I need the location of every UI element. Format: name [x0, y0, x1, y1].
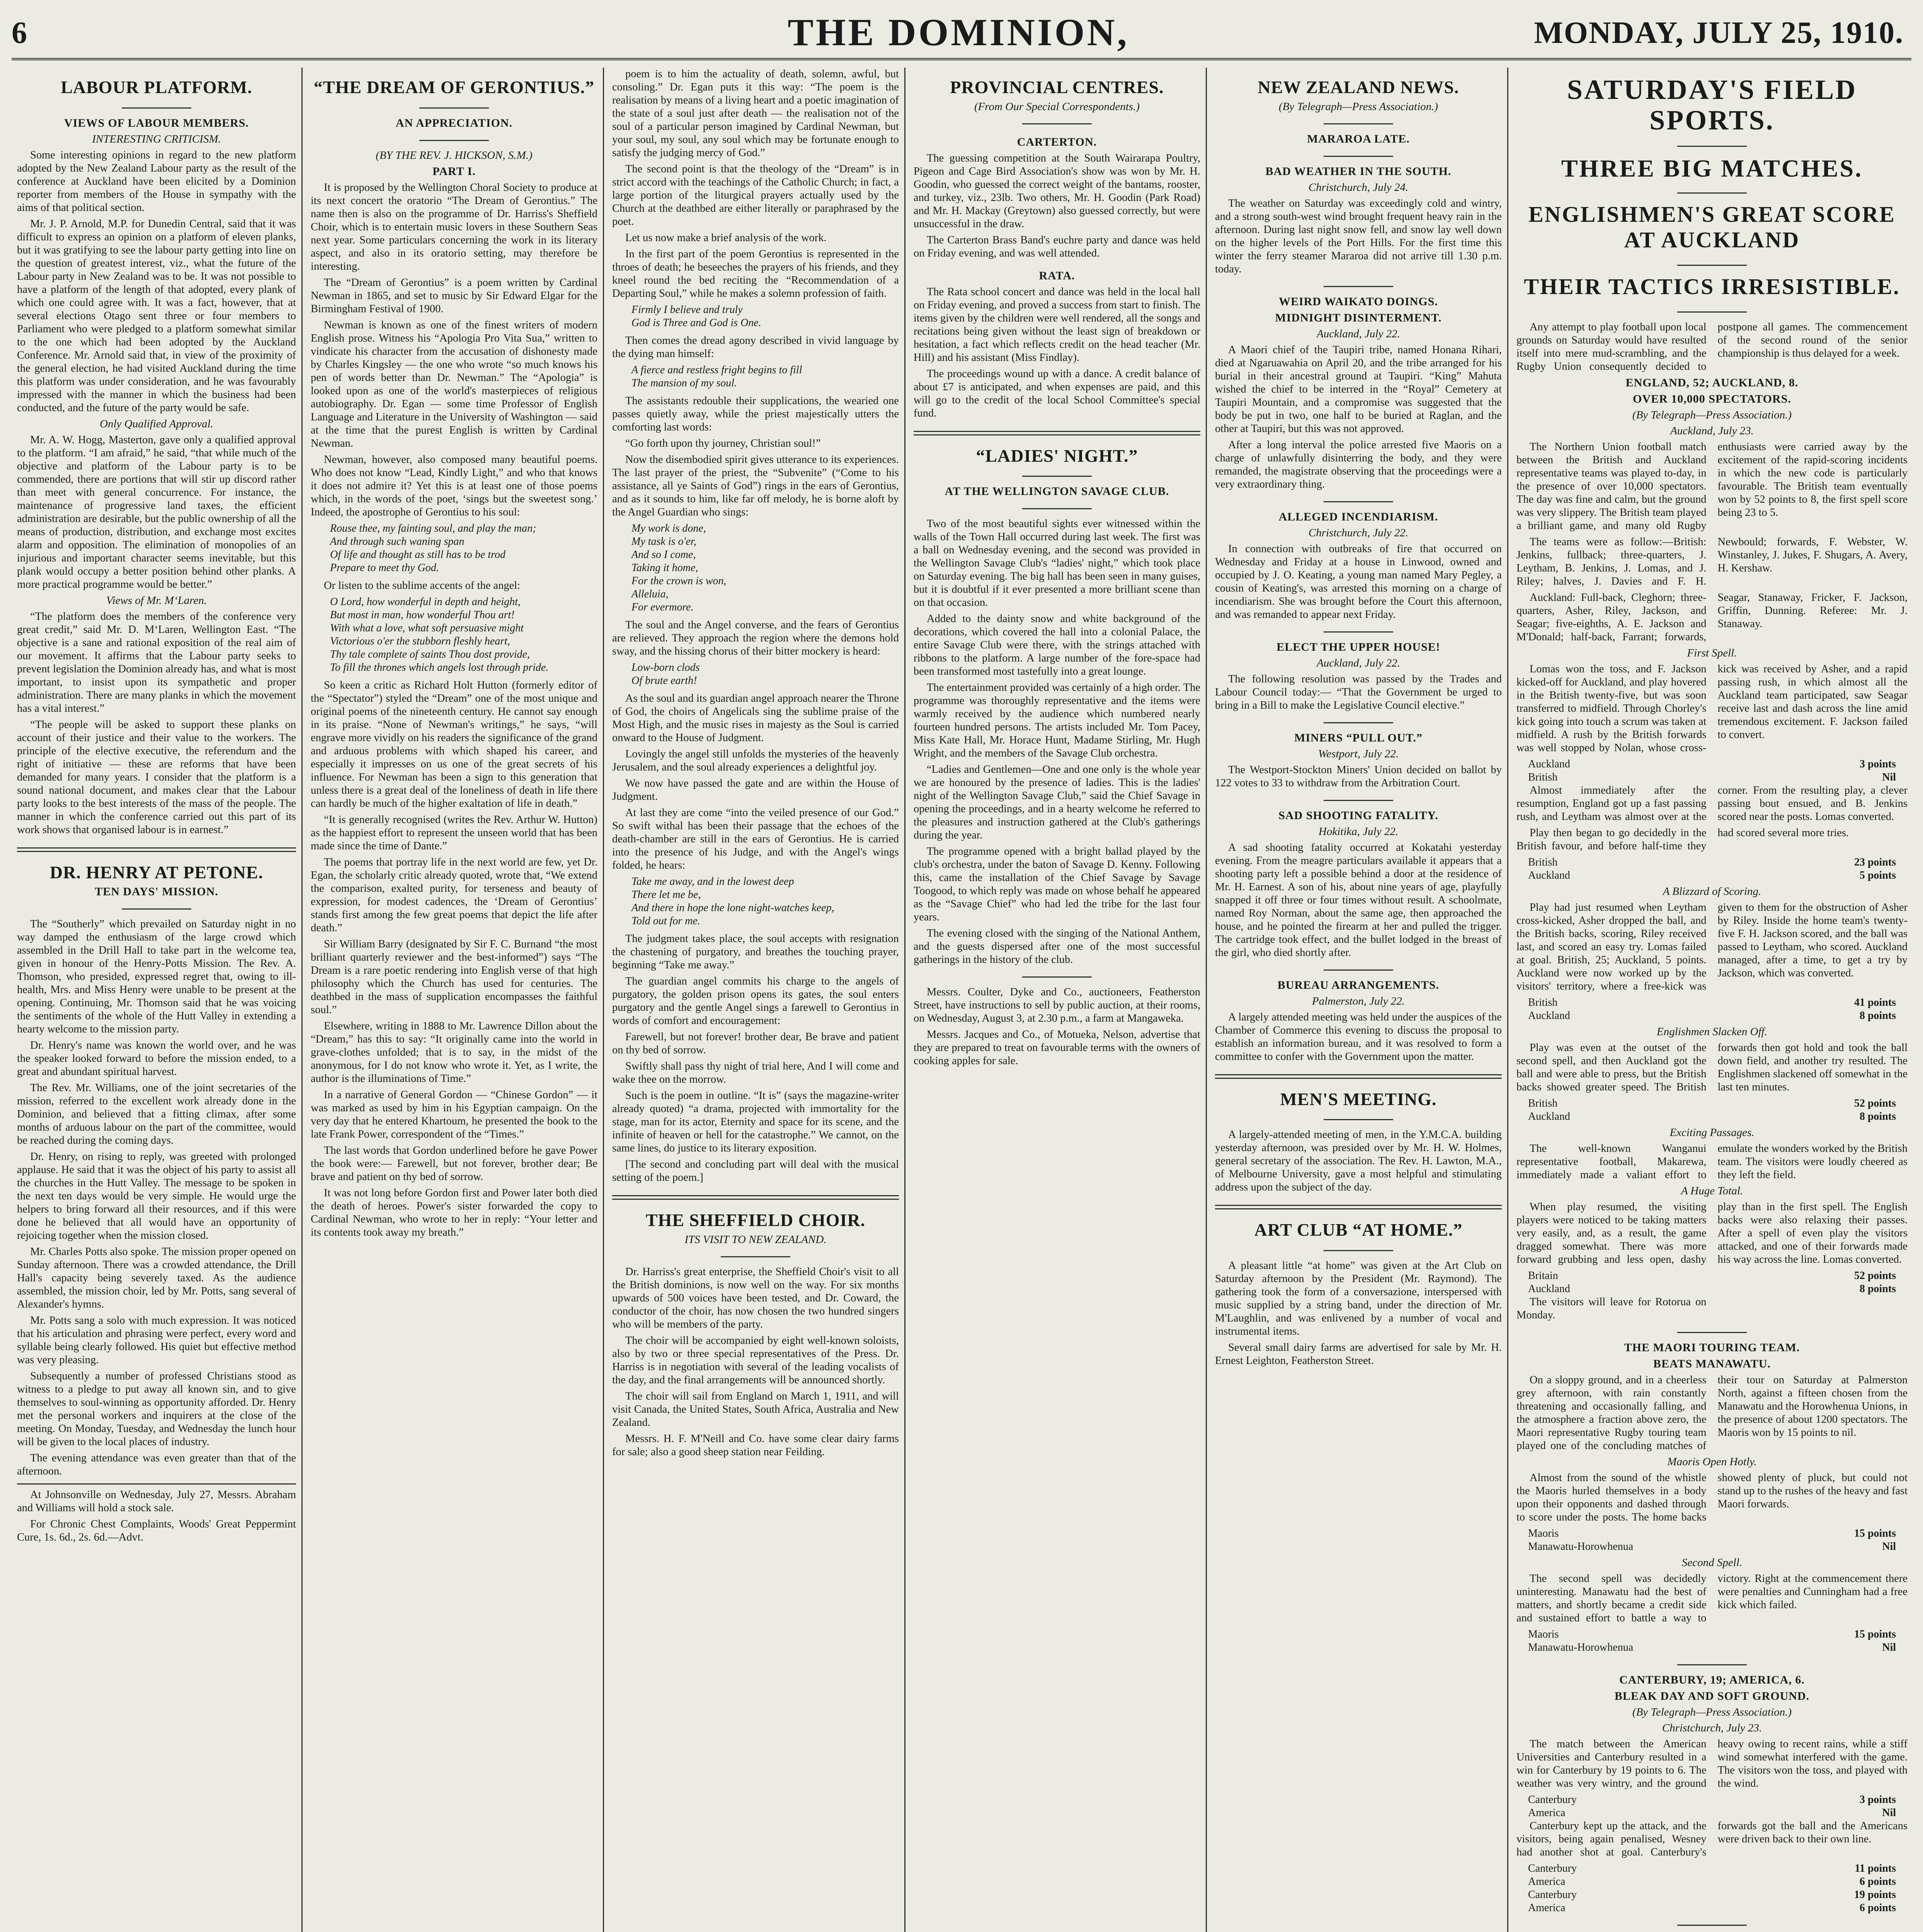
- divider: [914, 431, 1200, 435]
- score-line: Canterbury 11 points: [1528, 1862, 1896, 1874]
- paragraph: A sad shooting fatality occurred at Kokatahi yesterday evening. From the meagre particulars available it appears that a shooting party left a possible behind a door at the residence of Mr. H. Earnest. A son of his, about nine years of age, playfully snapped it off three or four times without result. A schoolmate, named Roy Norman, about the same age, then approached the house, and he pointed the firearm at her and pulled the trigger. The cartridge took effect, and the bullet lodged in the breast of the girl, who died shortly after.: [1215, 841, 1502, 959]
- paragraph: We now have passed the gate and are within the House of Judgment.: [612, 777, 899, 803]
- paragraph: “Ladies and Gentlemen—One and one only is the whole year we are honoured by the presence of ladies. This is the ladies' night of the Wellington Savage Club,” said the Chief Savage in opening the proceedings, and in a hearty welcome he referred to the pleasures and instruction gathered at the Club's gatherings during the year.: [914, 764, 1200, 842]
- section-heading: A Huge Total.: [1681, 1184, 1743, 1197]
- score-line: British 41 points: [1528, 996, 1896, 1009]
- paragraph: poem is to him the actuality of death, solemn, awful, but consoling.” Dr. Egan puts it this way: “The poem is the realisation by means of a living heart and a poetic imagination of the state of a soul just after death — the realisation not of the soul of a particular person imagined by Cardinal Newman, but your soul, my soul, any soul which may be fortunate enough to satisfy the judging mercy of God.”: [612, 68, 899, 159]
- paragraph: So keen a critic as Richard Holt Hutton (formerly editor of the “Spectator”) styled the “Dream” one of the most unique and original poems of the nineteenth century. He cannot say enough in its praise. “None of Newman's writings,” he says, “will engrave more vividly on his readers the significance of the grand and arduous problems with which shaped his career, and especially it impresses on us one of the great secrets of his influence. For Newman has been a sign to this generation that unless there is a great deal of the loneliness of death in life there can hardly be much of the higher exaltation of life in death.”: [311, 679, 597, 810]
- news-heading: BAD WEATHER IN THE SOUTH.: [1265, 165, 1452, 178]
- news-heading: SAD SHOOTING FATALITY.: [1278, 809, 1438, 822]
- dateline: Christchurch, July 24.: [1308, 181, 1409, 194]
- paragraph: Almost from the sound of the whistle the Maoris hurled themselves in a body upon their opponents and dashed through to score under the posts. The home backs showed plenty of pluck, but could not stand up to the rushes of the heavy and fast Maori forwards.: [1516, 1471, 1908, 1523]
- paragraph: Dr. Henry's name was known the world over, and he was the speaker looked forward to before the mission ended, to a great and abundant spiritual harvest.: [17, 1039, 296, 1078]
- paragraph: Then comes the dread agony described in vivid language by the dying man himself:: [612, 335, 899, 360]
- divider: [311, 136, 597, 143]
- column-5: [1210, 68, 1507, 1932]
- news-heading: MARAROA LATE.: [1307, 132, 1410, 145]
- paragraph: The “Southerly” which prevailed on Saturday night in no way damped the enthusiasm of the large crowd which assembled in the Drill Hall to take part in the welcome tea, given in honour of the Henry-Potts Mission. The Rev. A. Thomson, who presided, expressed regret that, owing to ill-health, Mrs. and Miss Henry were unable to be present at the opening. Continuing, Mr. Thomson said that he was voicing the sentiments of the whole of the Hutt Valley in extending a hearty welcome to the mission party.: [17, 918, 296, 1036]
- dateline: Christchurch, July 22.: [1308, 526, 1409, 539]
- column-6-sports: [1511, 68, 1913, 1932]
- paragraph: It was not long before Gordon first and Power later both died the death of heroes. Power's sister forwarded the copy to Cardinal Newman, who wrote to her in reply: “Your letter and its contents took away my breath.”: [311, 1187, 597, 1238]
- paragraph: Sir William Barry (designated by Sir F. C. Burnand “the most brilliant quarterly reviewer and the best-informed”) says “The Dream is a rare poetic rendering into English verse of that high philosophy which the Church has used for centuries. The deathbed in the mass of supplication encompasses the faithful soul.”: [311, 938, 597, 1016]
- dateline: Christchurch, July 23.: [1662, 1721, 1762, 1734]
- article-headline: MEN'S MEETING.: [1280, 1089, 1437, 1109]
- paragraph: Canterbury kept up the attack, and the visitors, being again penalised, Wesney had another shot at goal. Canterbury's forwards got the ball and the Americans were driven back to their own line.: [1516, 1820, 1908, 1858]
- section-heading: Englishmen Slacken Off.: [1657, 1025, 1767, 1038]
- divider: [914, 472, 1200, 479]
- score-line: Manawatu-Horowhenua Nil: [1528, 1641, 1896, 1653]
- score-line: Maoris 15 points: [1528, 1527, 1896, 1539]
- column-rule: [1507, 68, 1508, 1932]
- paragraph: Lovingly the angel still unfolds the mysteries of the heavenly Jerusalem, and the soul already experiences a delightful joy.: [612, 748, 899, 773]
- section-heading: Views of Mr. M‘Laren.: [106, 594, 207, 607]
- paragraph: Two of the most beautiful sights ever witnessed within the walls of the Town Hall occurred during last week. The first was a ball on Wednesday evening, and the second was provided in the Wellington Savage Club's “ladies' night,” which took place on Saturday evening. The big hall has been seen in many guises, but it is doubtful if it ever presented a more brilliant scene than on that occasion.: [914, 518, 1200, 609]
- paragraph: The programme opened with a bright ballad played by the club's orchestra, under the baton of Savage D. Kenny. Following this, came the installation of the Chief Savage by Savage Toogood, to which reply was made on whose behalf he appeared as the “Savage Chief” who had led the tribe for the last four years.: [914, 845, 1200, 923]
- divider: [1215, 796, 1502, 803]
- section-heading: A Blizzard of Scoring.: [1663, 885, 1761, 898]
- article-subheading: AN APPRECIATION.: [395, 116, 513, 129]
- paragraph: The well-known Wanganui representative football, Makarewa, immediately made a valiant effort to emulate the wonders worked by the British team. The visitors were loudly cheered as they left the field.: [1516, 1142, 1908, 1181]
- divider: [1215, 1074, 1502, 1079]
- paragraph: The guessing competition at the South Wairarapa Poultry, Pigeon and Cage Bird Association's show was won by Mr. H. Goodin, who guessed the correct weight of the bantams, rooster, and turkey, viz., 23lb. Two others, Mr. H. Goodin (Park Road) and Mr. H. Mackay (Greytown) also guessed correctly, but were unsuccessful in the draw.: [914, 152, 1200, 230]
- paragraph: The assistants redouble their supplications, the wearied one passes quietly away, while the priest majestically utters the comforting last words:: [612, 395, 899, 433]
- dateline: Palmerston, July 22.: [1312, 995, 1405, 1007]
- divider: [612, 1195, 899, 1200]
- column-4: [908, 68, 1206, 1932]
- score-line: British 52 points: [1528, 1097, 1896, 1109]
- divider: [1215, 1115, 1502, 1122]
- divider: [1516, 1921, 1908, 1928]
- divider: [1516, 142, 1908, 149]
- score-line: Canterbury 19 points: [1528, 1888, 1896, 1901]
- news-subheading: MIDNIGHT DISINTERMENT.: [1275, 311, 1442, 324]
- column-1: [12, 68, 301, 1932]
- paragraph: Almost immediately after the resumption, England got up a fast passing rush, and Leytham was almost over at the corner. From the resulting play, a clever passing bout ensued, and B. Jenkins scored near the posts. Lomas converted.: [1516, 784, 1908, 823]
- column-rule: [1206, 68, 1207, 1932]
- divider: [914, 504, 1200, 511]
- score-line: Canterbury 3 points: [1528, 1793, 1896, 1806]
- paragraph: The evening closed with the singing of the National Anthem, and the guests dispersed after one of the most successful gatherings in the history of the club.: [914, 927, 1200, 966]
- paragraph: Dr. Harriss's great enterprise, the Sheffield Choir's visit to all the British dominions, is now well on the way. For six months upwards of 500 voices have been tested, and Dr. Coward, the conductor of the choir, has now chosen the two hundred singers who will be members of the party.: [612, 1265, 899, 1330]
- paragraph: Let us now make a brief analysis of the work.: [625, 232, 827, 244]
- score-line: America 6 points: [1528, 1875, 1896, 1888]
- score-line: British Nil: [1528, 771, 1896, 783]
- verse: Rouse thee, my fainting soul, and play the man; And through such waning span Of life and thought as still has to be trod Prepare to meet thy God.: [330, 522, 536, 574]
- paragraph: After a long interval the police arrested five Maoris on a charge of unlawfully disinterring the body, and they were remanded, the magistrate observing that the proceedings were a very extraordinary thing.: [1215, 439, 1502, 490]
- article-headline: “THE DREAM OF GERONTIUS.”: [313, 77, 595, 97]
- paragraph: A pleasant little “at home” was given at the Art Club on Saturday afternoon by the President (Mr. Raymond). The gathering took the form of a conversazione, interspersed with music supplied by a string band, under the direction of Mr. M'Laughlin, and was enlivened by a number of vocal and instrumental items.: [1215, 1259, 1502, 1337]
- paragraph: “The people will be asked to support these planks on account of their justice and their value to the workers. The principle of the elective executive, the referendum and the right of initiative — these are reforms that have been demanded for many years. I consider that the platform is a sound national document, and makes clear that the Labour party looks to the best interests of the mass of the people. The manner in which the conference carried out this part of its work shows that organised labour is in earnest.”: [17, 718, 296, 836]
- article-subheading: INTERESTING CRITICISM.: [92, 133, 221, 145]
- paragraph: Play was even at the outset of the second spell, and then Auckland got the ball and were able to press, but the British backs showed greater speed. The British forwards then got hold and took the ball down field, and another try resulted. The Englishmen slackened off somewhat in the last ten minutes.: [1516, 1041, 1908, 1093]
- divider: [1215, 1246, 1502, 1253]
- paragraph: At last they are come “into the veiled presence of our God.” So swift withal has been their passage that the echoes of the death-chamber are still in the ears of Gerontius. He is carried into the presence of his Judge, and with the Angel's wings folded, he hears:: [612, 807, 899, 871]
- newspaper-name: THE DOMINION,: [788, 11, 1129, 54]
- score-line: Auckland 8 points: [1528, 1282, 1896, 1295]
- paragraph: The Westport-Stockton Miners' Union decided on ballot by 122 votes to 33 to withdraw from the Arbitration Court.: [1215, 764, 1502, 789]
- article-subheading: AT THE WELLINGTON SAVAGE CLUB.: [944, 485, 1169, 498]
- paragraph: Messrs. Coulter, Dyke and Co., auctioneers, Featherston Street, have instructions to sell by public auction, at their rooms, on Wednesday, August 3, at 2.30 p.m., a farm at Mangaweka.: [914, 986, 1200, 1025]
- divider: [1215, 628, 1502, 634]
- paragraph: Mr. J. P. Arnold, M.P. for Dunedin Central, said that it was difficult to express an opinion on a platform of eleven planks, but it was gratifying to see the labour party getting into line on the question of greatest interest, viz., what the future of the Labour party in New Zealand was to be. It was not possible to have a platform of the length of that adopted, every plank of which one could agree with. It was a fact, however, that at several elections Otago sent three or four members to Parliament who were pledged to a platform somewhat similar to the one which had been adopted by the Auckland Conference. Mr. Arnold said that, in view of the proximity of the general election, he had visited Auckland during the time this platform was under consideration, and he was favourably impressed with the manner in which the business had been conducted, and the future of the party would be safe.: [17, 218, 296, 414]
- divider: [1215, 966, 1502, 973]
- news-heading: BUREAU ARRANGEMENTS.: [1277, 978, 1440, 992]
- paragraph: The poems that portray life in the next world are few, yet Dr. Egan, the scholarly critic already quoted, wrote that, “We extend the comparison, exalted purity, for terseness and beauty of expression, for modest cadences, the ‘Dream of Gerontius’ stands first among the few great poems that depict the life after death.”: [311, 856, 597, 934]
- score-line: Britain 52 points: [1528, 1269, 1896, 1282]
- divider: [914, 973, 1200, 980]
- dateline: Auckland, July 22.: [1317, 327, 1400, 340]
- match-heading: CANTERBURY, 19; AMERICA, 6.: [1619, 1673, 1805, 1686]
- paragraph: Play had just resumed when Leytham cross-kicked, Asher dropped the ball, and the British backs, scoring, Riley received last, and scored an easy try. Lomas failed at goal. British, 25; Auckland, 5 points. Auckland were now worked up by the visitors' territory, where a free-kick was given to them for the obstruction of Asher by Riley. Inside the home team's twenty-five F. H. Jackson scored, and the ball was passed to Leytham, who scored. Auckland managed, after a time, to get a try by Jackson, which was converted.: [1516, 901, 1908, 992]
- paragraph: On a sloppy ground, and in a cheerless grey afternoon, with rain constantly threatening and occasionally falling, and the atmosphere a fraction above zero, the Maori representative Rugby touring team played one of the concluding matches of their tour on Saturday at Palmerston North, against a fifteen chosen from the Manawatu and the Horowhenua Unions, in the presence of about 1200 spectators. The Maoris won by 15 points to nil.: [1516, 1374, 1908, 1452]
- paragraph: Messrs. Jacques and Co., of Motueka, Nelson, advertise that they are prepared to treat on favourable terms with the owners of cooking apples for sale.: [914, 1029, 1200, 1067]
- divider: [1215, 119, 1502, 126]
- article-headline: “LADIES' NIGHT.”: [976, 446, 1138, 466]
- paragraph: Any attempt to play football upon local grounds on Saturday would have resulted itself into mere mud-scrambling, and the Rugby Union consequently decided to postpone all games. The commencement of the second round of the senior championship is thus delayed for a week.: [1516, 321, 1908, 372]
- score-line: Auckland 8 points: [1528, 1110, 1896, 1122]
- verse: A fierce and restless fright begins to fill The mansion of my soul.: [631, 364, 802, 389]
- paragraph: The second point is that the theology of the “Dream” is in strict accord with the teachings of the Catholic Church; in fact, a large portion of the liturgical prayers actually used by the Church at the deathbed are either literally or paraphrased by the poet.: [612, 163, 899, 228]
- article-headline: DR. HENRY AT PETONE.: [49, 862, 264, 882]
- match-subheading: OVER 10,000 SPECTATORS.: [1633, 392, 1791, 405]
- match-subheading: BLEAK DAY AND SOFT GROUND.: [1614, 1689, 1810, 1702]
- column-2: [305, 68, 603, 1932]
- credit: (By Telegraph—Press Association.): [1632, 1706, 1792, 1718]
- paragraph: Mr. Charles Potts also spoke. The mission proper opened on Sunday afternoon. There was a crowded attendance, the Drill Hall's capacity being severely taxed. As the audience assembled, the mission choir, led by Mr. Potts, sang several of Alexander's hymns.: [17, 1246, 296, 1311]
- score-line: Maoris 15 points: [1528, 1628, 1896, 1640]
- part-heading: PART I.: [432, 165, 476, 178]
- paragraph: The Northern Union football match between the British and Auckland representative teams was played to-day, in the presence of over 10,000 spectators. The day was fine and calm, but the ground was very slippery. The British team played a brilliant game, and many old Rugby enthusiasts were carried away by the excitement of the rapid-scoring incidents in which the new code is particularly favourable. The British team eventually won by 52 points to 8, the first spell score being 23 to 5.: [1516, 440, 1908, 532]
- section-headline: ENGLISHMEN'S GREAT SCORE AT AUCKLAND: [1528, 201, 1896, 253]
- article-headline: PROVINCIAL CENTRES.: [950, 77, 1164, 97]
- paragraph: Newman, however, also composed many beautiful poems. Who does not know “Lead, Kindly Light,” and who that knows it does not admire it? Yet this is at least one of those poems which, in the words of the poet, ‘sings but the sweetest song.’ Indeed, the apostrophe of Gerontius to his soul:: [311, 453, 597, 518]
- divider: [1215, 1205, 1502, 1209]
- article-headline: NEW ZEALAND NEWS.: [1258, 77, 1459, 97]
- section-heading: Maoris Open Hotly.: [1667, 1455, 1757, 1468]
- notice: At Johnsonville on Wednesday, July 27, Messrs. Abraham and Williams will hold a stock sale.: [17, 1489, 296, 1514]
- notice: For Chronic Chest Complaints, Woods' Great Peppermint Cure, 1s. 6d., 2s. 6d.—Advt.: [17, 1518, 296, 1544]
- section-heading: Exciting Passages.: [1669, 1126, 1755, 1139]
- paragraph: The Carterton Brass Band's euchre party and dance was held on Friday evening, and was well attended.: [914, 234, 1200, 259]
- paragraph: Several small dairy farms are advertised for sale by Mr. H. Ernest Leighton, Featherston Street.: [1215, 1341, 1502, 1367]
- article-headline: ART CLUB “AT HOME.”: [1254, 1220, 1463, 1240]
- verse: Firmly I believe and truly God is Three and God is One.: [631, 304, 761, 329]
- article-subheading: (From Our Special Correspondents.): [974, 100, 1140, 113]
- paragraph: The soul and the Angel converse, and the fears of Gerontius are relieved. They approach the region where the demons hold sway, and the hissing chorus of their bitter mockery is heard:: [612, 619, 899, 657]
- divider: [17, 905, 296, 912]
- paragraph: Such is the poem in outline. “It is” (says the magazine-writer already quoted) “a drama, projected with immortality for the stage, man for its actor, Eternity and space for its scene, and the infinite of heaven or hell for the catastrophe.” We cannot, on the same lines, do justice to its literary exposition.: [612, 1090, 899, 1154]
- section-headline: THREE BIG MATCHES.: [1561, 155, 1863, 182]
- paragraph: The weather on Saturday was exceedingly cold and wintry, and a strong south-west wind brought frequent heavy rain in the afternoon. During last night snow fell, and snow lay well down on the higher levels of the Port Hills. For the first time this winter the ferry steamer Mararoa did not arrive till 1.30 p.m. today.: [1215, 197, 1502, 275]
- divider: [1516, 308, 1908, 315]
- divider: [1215, 282, 1502, 289]
- divider: [1516, 261, 1908, 268]
- paragraph: When play resumed, the visiting players were noticed to be taking matters very easily, and, as a result, the game dragged somewhat. There was more forward grubbing and less open, dashy play than in the first spell. The English backs were also relaxing their passes. After a spell of even play the visitors attacked, and one of their forwards made his way across the line. Lomas converted.: [1516, 1201, 1908, 1265]
- paragraph: [The second and concluding part will deal with the musical setting of the poem.]: [612, 1158, 899, 1184]
- score-line: Auckland 3 points: [1528, 758, 1896, 770]
- match-subheading: BEATS MANAWATU.: [1653, 1357, 1771, 1370]
- paragraph: “The platform does the members of the conference very great credit,” said Mr. D. M‘Laren, Wellington East. “The objective is a sane and rational exposition of the real aim of our movement. It affirms that the Labour party seeks to prevent legislation the Dominion already has, and what is most important, to insist upon its sympathetic and proper administration. There are many planks in which the movement has a vital interest.”: [17, 610, 296, 714]
- score-line: America Nil: [1528, 1806, 1896, 1819]
- paragraph: Now the disembodied spirit gives utterance to its experiences. The last prayer of the priest, the “Subvenite” (“Come to his assistance, all ye Saints of God”) rings in the ears of Gerontius, and as it sounds to him, like far off melody, he is borne aloft by the Angel Guardian who sings:: [612, 454, 899, 518]
- paragraph: The visitors will leave for Rotorua on Monday.: [1516, 1296, 1707, 1321]
- news-heading: ELECT THE UPPER HOUSE!: [1276, 640, 1440, 653]
- divider: [311, 104, 597, 111]
- paragraph: The entertainment provided was certainly of a high order. The programme was thoroughly representative and the items were warmly received by the audience which numbered nearly fourteen hundred persons. The artists included Mr. Tom Pacey, Miss Kate Hall, Mr. Horace Hunt, Madame Stirling, Mr. Hugh Wright, and the members of the Savage Club orchestra.: [914, 682, 1200, 760]
- article-subheading: (By Telegraph—Press Association.): [1278, 100, 1438, 113]
- dateline: Westport, July 22.: [1318, 747, 1399, 760]
- paragraph: The match between the American Universities and Canterbury resulted in a win for Canterbury by 19 points to 6. The weather was very wintry, and the ground heavy owing to recent rains, while a stiff wind somewhat interfered with the game. The visitors won the toss, and played with the wind.: [1516, 1738, 1908, 1789]
- paragraph: The “Dream of Gerontius” is a poem written by Cardinal Newman in 1865, and set to music by Sir Edward Elgar for the Birmingham Festival of 1900.: [311, 276, 597, 315]
- paragraph: A largely attended meeting was held under the auspices of the Chamber of Commerce this evening to discuss the proposal to establish an information bureau, and it was resolved to form a committee to confer with the Government upon the matter.: [1215, 1011, 1502, 1063]
- paragraph: Auckland: Full-back, Cleghorn; three-quarters, Asher, Riley, Jackson, and Seagar; five-eighths, A. E. Jackson and M'Donald; half-back, Farrant; forwards, Seagar, Stanaway, Fricker, F. Jackson, Griffin, Dunning. Referee: Mr. J. Stanaway.: [1516, 591, 1908, 643]
- match-heading: ENGLAND, 52; AUCKLAND, 8.: [1625, 376, 1799, 389]
- paragraph: The Rata school concert and dance was held in the local hall on Friday evening, and proved a success from start to finish. The items given by the children were well rendered, all the songs and recitations being given without the least sign of breakdown or hesitation, a fact which reflects credit on the head teacher (Mr. Hill) and his assistant (Miss Findlay).: [914, 286, 1200, 364]
- score-line: Manawatu-Horowhenua Nil: [1528, 1540, 1896, 1553]
- score-line: Auckland 5 points: [1528, 869, 1896, 881]
- byline: (BY THE REV. J. HICKSON, S.M.): [376, 149, 533, 162]
- paragraph: Dr. Henry, on rising to reply, was greeted with prolonged applause. He said that it was the object of his party to assist all the churches in the Hutt Valley. The message to be spoken in the next ten days would be very simple. He would urge the helpers to bring forward all their resources, and if this were done he believed that all would have an opportunity of rejoicing together when the mission closed.: [17, 1151, 296, 1242]
- credit: (By Telegraph—Press Association.): [1632, 408, 1792, 421]
- paragraph: It is proposed by the Wellington Choral Society to produce at its next concert the oratorio “The Dream of Gerontius.” The name then is also on the programme of Dr. Harriss's Sheffield Choir, which is to entertain music lovers in these Southern Seas next year. Some particulars concerning the work in its literary aspect, and also in its oratorio setting, may therefore be interesting.: [311, 181, 597, 272]
- paragraph: Swiftly shall pass thy night of trial here, And I will come and wake thee on the morrow.: [612, 1060, 899, 1085]
- paragraph: The Rev. Mr. Williams, one of the joint secretaries of the mission, referred to the excellent work already done in the Dominion, and believed that a fitting climax, after some months of arduous labour on the part of the committee, would be reached during the coming days.: [17, 1082, 296, 1147]
- verse: Low-born clods Of brute earth!: [631, 662, 700, 687]
- paragraph: Added to the dainty snow and white background of the decorations, which covered the hall into a colonial Palace, the entire Savage Club were there, with the strings attached with ribbons to the platform. A large number of the fore-space had been transformed most tastefully into a great lounge.: [914, 613, 1200, 678]
- paragraph: Subsequently a number of professed Christians stood as witness to a pledge to put away all known sin, and to give themselves to soul-winning as opportunity afforded. Dr. Henry met the personal workers and inquirers at the close of the meeting. On Monday, Tuesday, and Wednesday the lunch hour will be given to the local places of industry.: [17, 1370, 296, 1448]
- divider: [1516, 1660, 1908, 1667]
- paragraph: As the soul and its guardian angel approach nearer the Throne of God, the choirs of Angelicals sing the sublime praise of the Most High, and the music rises in majesty as the Soul is carried onward to the House of Judgment.: [612, 692, 899, 744]
- paragraph: The following resolution was passed by the Trades and Labour Council today:— “That the Government be urged to bring in a Bill to make the Legislative Council elective.”: [1215, 673, 1502, 711]
- score-line: America 6 points: [1528, 1901, 1896, 1914]
- column-3: [607, 68, 904, 1932]
- divider: [1215, 152, 1502, 159]
- dateline: Auckland, July 23.: [1670, 424, 1754, 437]
- paragraph: A Maori chief of the Taupiri tribe, named Honana Rihari, died at Ngaruawahia on April 20, and the tribe arranged for his burial in their ancestral ground at Taupiri. “King” Mahuta wished the chief to be interred in the “Royal” Cemetery at Taupiri Mountain, and a compromise was suggested that the body be put in two, one half to be buried at Raglan, and the other at Taupiri, but this was not approved.: [1215, 344, 1502, 435]
- column-rule: [904, 68, 905, 1932]
- dateline: Auckland, July 22.: [1317, 656, 1400, 669]
- paragraph: “Go forth upon thy journey, Christian soul!”: [625, 437, 821, 449]
- column-rule: [301, 68, 303, 1932]
- paragraph: Farewell, but not forever! brother dear, Be brave and patient on thy bed of sorrow.: [612, 1031, 899, 1056]
- section-heading: Second Spell.: [1681, 1556, 1743, 1569]
- article-headline: THE SHEFFIELD CHOIR.: [645, 1210, 866, 1230]
- score-line: British 23 points: [1528, 856, 1896, 868]
- paragraph: Lomas won the toss, and F. Jackson kicked-off for Auckland, and play hovered in the British twenty-five, but was soon transferred to midfield. Through Chorley's kick going into touch a scrum was taken at midfield. A rush by the British forwards was well stopped by Nolan, whose cross-kick was received by Asher, and a rapid passing rush, in which almost all the Auckland team participated, saw Seagar receive last and dash across the line amid tremendous excitement. F. Jackson failed to convert.: [1516, 663, 1908, 754]
- verse: My work is done, My task is o'er, And so I come, Taking it home, For the crown is won, Alleluia, For evermore.: [631, 522, 727, 613]
- paragraph: Elsewhere, writing in 1888 to Mr. Lawrence Dillon about the “Dream,” has this to say: “It originally came into the world in grave-clothes unfolded; that is to say, in the midst of the anonymous, for I do not know who wrote it. Yet, as I write, the author is the illuminations of Time.”: [311, 1020, 597, 1085]
- article-subheading: VIEWS OF LABOUR MEMBERS.: [64, 116, 249, 129]
- paragraph: In connection with outbreaks of fire that occurred on Wednesday and Friday at a house in Linwood, owned and occupied by J. O. Keating, a young man named Mary Pegley, a cousin of Keating's, was arrested this morning on a charge of incendiarism. She was brought before the Court this afternoon, and was remanded to appear next Friday.: [1215, 543, 1502, 621]
- dateline: Hokitika, July 22.: [1318, 825, 1399, 838]
- masthead: [12, 8, 1911, 60]
- paragraph: Or listen to the sublime accents of the angel:: [324, 579, 521, 592]
- paragraph: The last words that Gordon underlined before he gave Power the book were:— Farewell, but not forever, brother dear; Be brave and patient on thy bed of sorrow.: [311, 1144, 597, 1183]
- paragraph: A largely-attended meeting of men, in the Y.M.C.A. building yesterday afternoon, was presided over by Mr. H. W. Holmes, general secretary of the association. The Rev. H. Lawton, M.A., of Melbourne University, gave a most helpful and stimulating address upon the subject of the day.: [1215, 1129, 1502, 1194]
- paragraph: In a narrative of General Gordon — “Chinese Gordon” — it was marked as used by him in his Egyptian campaign. On the very day that he entered Khartoum, he presented the book to the late Frank Power, correspondent of the “Times.”: [311, 1088, 597, 1140]
- paragraph: The choir will be accompanied by eight well-known soloists, also by two or three special representatives of the Press. Dr. Harriss is in negotiation with several of the leading vocalists of the day, and the final arrangements will be announced shortly.: [612, 1334, 899, 1386]
- paragraph: The judgment takes place, the soul accepts with resignation the chastening of purgatory, and breathes the touching prayer, beginning “Take me away.”: [612, 933, 899, 971]
- article-subheading: ITS VISIT TO NEW ZEALAND.: [684, 1233, 827, 1246]
- column-rule: [603, 68, 604, 1932]
- divider: [1516, 189, 1908, 196]
- verse: O Lord, how wonderful in depth and height, But most in man, how wonderful Thou art! With what a love, what soft persuasive might Victorious o'er the stubborn fleshly heart, Thy tale complete of saints Thou dost provide, To fill the thrones which angels lost through pride.: [330, 595, 549, 673]
- divider: [1215, 497, 1502, 504]
- divider: [17, 104, 296, 111]
- notices: [17, 1483, 296, 1544]
- paragraph: The choir will sail from England on March 1, 1911, and will visit Canada, the United States, South Africa, Australia and New Zealand.: [612, 1390, 899, 1429]
- paragraph: The teams were as follow:—British: Jenkins, fullback; three-quarters, J. Leytham, B. Jenkins, J. Lomas, and J. Riley; halves, J. Davies and F. H. Newbould; forwards, F. Webster, W. Winstanley, J. Jukes, F. Shugars, A. Avery, H. Kershaw.: [1516, 536, 1908, 587]
- divider: [1215, 718, 1502, 725]
- place-heading: CARTERTON.: [1017, 135, 1097, 148]
- news-heading: ALLEGED INCENDIARISM.: [1278, 510, 1438, 523]
- divider: [612, 1252, 899, 1259]
- paragraph: Mr. A. W. Hogg, Masterton, gave only a qualified approval to the platform. “I am afraid,” he said, “that while much of the objective and platform of the Labour party is to be commended, there are portions that will stir up discord rather than meet with general concurrence. For instance, the maintenance of progressive land taxes, the efficient administration are desirable, but the public ownership of all the means of production, distribution, and exchange most excites alarm and opposition. The elimination of monopolies of an injurious and important character seems inevitable, but this plank would occupy a better position behind other planks. A more practical programme would be better.”: [17, 434, 296, 590]
- paragraph: The second spell was decidedly uninteresting. Manawatu had the best of matters, and shortly became a credit side and sustained effort to battle a way to victory. Right at the commencement there were penalties and Cunningham had a free kick which failed.: [1516, 1572, 1908, 1624]
- match-heading: THE MAORI TOURING TEAM.: [1624, 1341, 1800, 1354]
- issue-date: MONDAY, JULY 25, 1910.: [1534, 16, 1904, 50]
- news-heading: MINERS “PULL OUT.”: [1294, 731, 1423, 744]
- paragraph: Some interesting opinions in regard to the new platform adopted by the New Zealand Labour party as the result of the conference at Auckland have been elicited by a Dominion reporter from members of the House in sympathy with the aims of that political section.: [17, 149, 296, 214]
- news-heading: WEIRD WAIKATO DOINGS.: [1279, 295, 1438, 308]
- score-line: Auckland 8 points: [1528, 1009, 1896, 1022]
- paragraph: Newman is known as one of the finest writers of modern English prose. Witness his “Apologia Pro Vita Sua,” written to vindicate his character from the accusation of dishonesty made by Charles Kingsley — the one who wrote “so much knows his pen of words better than Dr. Newman.” The “Apologia” is looked upon as one of the world's masterpieces of religious autobiography. Dr. Egan — some time Professor of English Language and Literature in the University of Washington — said at the time that the purest English is written by Cardinal Newman.: [311, 319, 597, 449]
- section-heading: Only Qualified Approval.: [100, 417, 213, 430]
- paragraph: The evening attendance was even greater than that of the afternoon.: [17, 1452, 296, 1478]
- divider: [914, 119, 1200, 126]
- paragraph: Messrs. H. F. M'Neill and Co. have some clear dairy farms for sale; also a good sheep station near Feilding.: [612, 1432, 899, 1458]
- paragraph: The guardian angel commits his charge to the angels of purgatory, the golden prison opens its gates, the soul enters purgatory and the gentle Angel sings a farewell to Gerontius in words of comfort and encouragement:: [612, 975, 899, 1027]
- paragraph: Play then began to go decidedly in the British favour, and before half-time they had scored several more tries.: [1516, 827, 1849, 852]
- verse: Take me away, and in the lowest deep There let me be, And there in hope the lone night-watches keep, Told out for me.: [631, 876, 834, 927]
- article-headline: LABOUR PLATFORM.: [61, 77, 252, 97]
- section-heading: First Spell.: [1687, 646, 1737, 659]
- article-subheading: TEN DAYS' MISSION.: [95, 885, 218, 898]
- section-banner: SATURDAY'S FIELD SPORTS.: [1567, 74, 1857, 136]
- paragraph: In the first part of the poem Gerontius is represented in the throes of death; he beseeches the prayers of his friends, and they kneel round the bed reciting the “Recommendation of a Departing Soul,” while he makes a solemn profession of faith.: [612, 248, 899, 299]
- divider: [17, 847, 296, 852]
- place-heading: RATA.: [1039, 269, 1075, 282]
- paragraph: Mr. Potts sang a solo with much expression. It was noticed that his articulation and phrasing were perfect, every word and syllable being clearly followed. His quiet but effective method was very pleasing.: [17, 1315, 296, 1366]
- divider: [1516, 1328, 1908, 1335]
- section-headline: THEIR TACTICS IRRESISTIBLE.: [1524, 274, 1900, 299]
- paragraph: “It is generally recognised (writes the Rev. Arthur W. Hutton) as the happiest effort to represent the unseen world that has been made since the time of Dante.”: [311, 813, 597, 852]
- paragraph: The proceedings wound up with a dance. A credit balance of about £7 is anticipated, and when expenses are paid, and this will go to the credit of the local School Committee's special fund.: [914, 367, 1200, 419]
- page-number: 6: [12, 16, 27, 50]
